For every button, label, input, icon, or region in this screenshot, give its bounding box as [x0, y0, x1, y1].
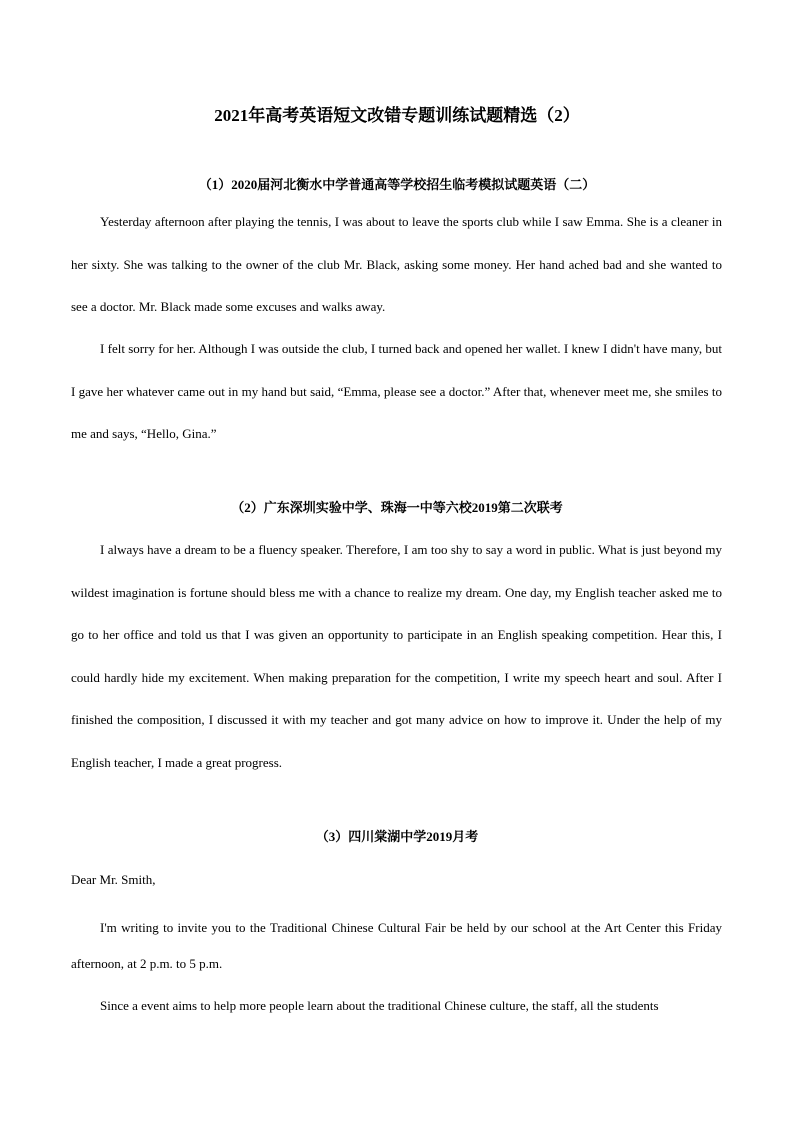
section-3-paragraph-2: Since a event aims to help more people learn about the traditional Chinese culture, the staff, all the students	[100, 998, 659, 1013]
section-1-paragraph-2: I felt sorry for her. Although I was outside the club, I turned back and opened her wallet. I knew I didn't have many, but I gave her whatever came out in my hand but said, “Emma, please see a doctor.” After that, whenever meet me, she smiles to me and says, “Hello, Gina.”	[71, 341, 722, 441]
document-title: 2021年高考英语短文改错专题训练试题精选（2）	[214, 106, 580, 125]
section-2-heading: （2）广东深圳实验中学、珠海一中等六校2019第二次联考	[231, 500, 563, 515]
section-3-heading: （3）四川棠湖中学2019月考	[315, 829, 479, 844]
section-1-paragraph-1: Yesterday afternoon after playing the tennis, I was about to leave the sports club while I saw Emma. She is a cleaner in her sixty. She was talking to the owner of the club Mr. Black, asking some money. Her hand ached bad and she wanted to see a doctor. Mr. Black made some excuses and walks away.	[71, 214, 722, 314]
section-3-paragraph-1: I'm writing to invite you to the Traditional Chinese Cultural Fair be held by our school at the Art Center this Friday afternoon, at 2 p.m. to 5 p.m.	[71, 920, 722, 971]
section-1-heading: （1）2020届河北衡水中学普通高等学校招生临考模拟试题英语（二）	[198, 177, 596, 192]
section-2-paragraph-1: I always have a dream to be a fluency speaker. Therefore, I am too shy to say a word in public. What is just beyond my wildest imagination is fortune should bless me with a chance to realize my dream. One day, my English teacher asked me to go to her office and told us that I was given an opportunity to participate in an English speaking competition. Hear this, I could hardly hide my excitement. When making preparation for the competition, I write my speech heart and soul. After I finished the composition, I discussed it with my teacher and got many advice on how to improve it. Under the help of my English teacher, I made a great progress.	[71, 542, 722, 770]
letter-salutation: Dear Mr. Smith,	[71, 872, 156, 887]
